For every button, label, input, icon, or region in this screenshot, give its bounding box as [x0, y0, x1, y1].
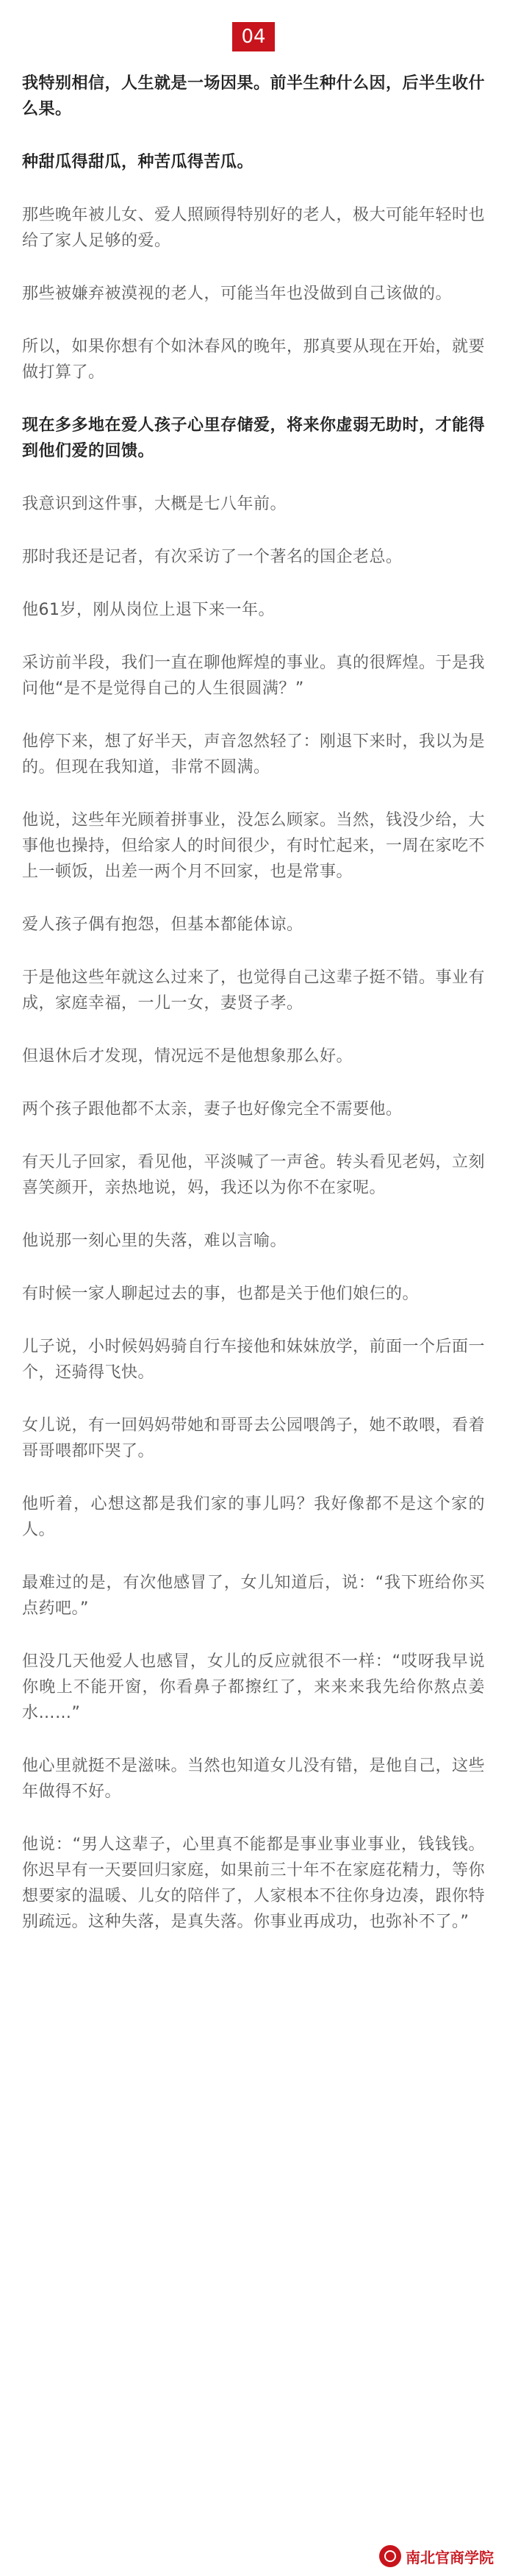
section-number-badge: 04: [232, 22, 275, 51]
paragraph: 现在多多地在爱人孩子心里存储爱，将来你虚弱无助时，才能得到他们爱的回馈。: [22, 416, 486, 460]
paragraph: 所以，如果你想有个如沐春风的晚年，那真要从现在开始，就要做打算了。: [22, 338, 486, 382]
paragraph: 有天儿子回家，看见他，平淡喊了一声爸。转头看见老妈，立刻喜笑颜开，亲热地说，妈，我还以为你不在家呢。: [22, 1153, 486, 1197]
paragraph: 最难过的是，有次他感冒了，女儿知道后，说：“我下班给你买点药吧。”: [22, 1574, 485, 1618]
paragraph: 我特别相信，人生就是一场因果。前半生种什么因，后半生收什么果。: [22, 74, 486, 118]
watermark-text: 南北官商学院: [406, 2548, 494, 2566]
paragraph: 于是他这些年就这么过来了，也觉得自己这辈子挺不错。事业有成，家庭幸福，一儿一女，妻贤子孝。: [22, 968, 486, 1013]
paragraph: 但没几天他爱人也感冒，女儿的反应就很不一样：“哎呀我早说你晚上不能开窗，你看鼻子都擦红了，来来来我先给你熬点姜水……”: [22, 1652, 485, 1722]
paragraph: 他61岁，刚从岗位上退下来一年。: [22, 601, 275, 619]
paragraph: 那时我还是记者，有次采访了一个著名的国企老总。: [22, 548, 403, 566]
watermark: [379, 2545, 494, 2567]
paragraph: 两个孩子跟他都不太亲，妻子也好像完全不需要他。: [22, 1100, 403, 1118]
paragraph: 采访前半段，我们一直在聊他辉煌的事业。真的很辉煌。于是我问他“是不是觉得自己的人生很圆满？”: [22, 654, 486, 698]
paragraph: 有时候一家人聊起过去的事，也都是关于他们娘仨的。: [22, 1285, 420, 1303]
paragraph: 他听着，心想这都是我们家的事儿吗？我好像都不是这个家的人。: [22, 1495, 485, 1539]
paragraph: 儿子说，小时候妈妈骑自行车接他和妹妹放学，前面一个后面一个，还骑得飞快。: [22, 1338, 486, 1382]
section-header: [22, 22, 485, 51]
paragraph: 我意识到这件事，大概是七八年前。: [22, 495, 287, 513]
article-body: [22, 71, 485, 1935]
paragraph: 种甜瓜得甜瓜，种苦瓜得苦瓜。: [22, 153, 254, 171]
paragraph: 他停下来，想了好半天，声音忽然轻了：刚退下来时，我以为是的。但现在我知道，非常不圆满。: [22, 732, 486, 777]
paragraph: 他说那一刻心里的失落，难以言喻。: [22, 1232, 287, 1250]
paragraph: 那些晚年被儿女、爱人照顾得特别好的老人，极大可能年轻时也给了家人足够的爱。: [22, 206, 486, 250]
paragraph: 他说：“男人这辈子，心里真不能都是事业事业事业，钱钱钱。你迟早有一天要回归家庭，如果前三十年不在家庭花精力，等你想要家的温暖、儿女的陪伴了，人家根本不往你身边凑，跟你特别疏远。这种失落，是真失落。你事业再成功，也弥补不了。”: [22, 1835, 486, 1931]
paragraph: 女儿说，有一回妈妈带她和哥哥去公园喂鸽子，她不敢喂，看着哥哥喂都吓哭了。: [22, 1416, 486, 1460]
paragraph: 他心里就挺不是滋味。当然也知道女儿没有错，是他自己，这些年做得不好。: [22, 1757, 486, 1801]
paragraph: 他说，这些年光顾着拼事业，没怎么顾家。当然，钱没少给，大事他也操持，但给家人的时间很少，有时忙起来，一周在家吃不上一顿饭，出差一两个月不回家，也是常事。: [22, 811, 486, 881]
paragraph: 爱人孩子偶有抱怨，但基本都能体谅。: [22, 916, 303, 934]
paragraph: 但退休后才发现，情况远不是他想象那么好。: [22, 1047, 353, 1066]
paragraph: 那些被嫌弃被漠视的老人，可能当年也没做到自己该做的。: [22, 285, 453, 303]
institute-logo-icon: [379, 2545, 401, 2567]
